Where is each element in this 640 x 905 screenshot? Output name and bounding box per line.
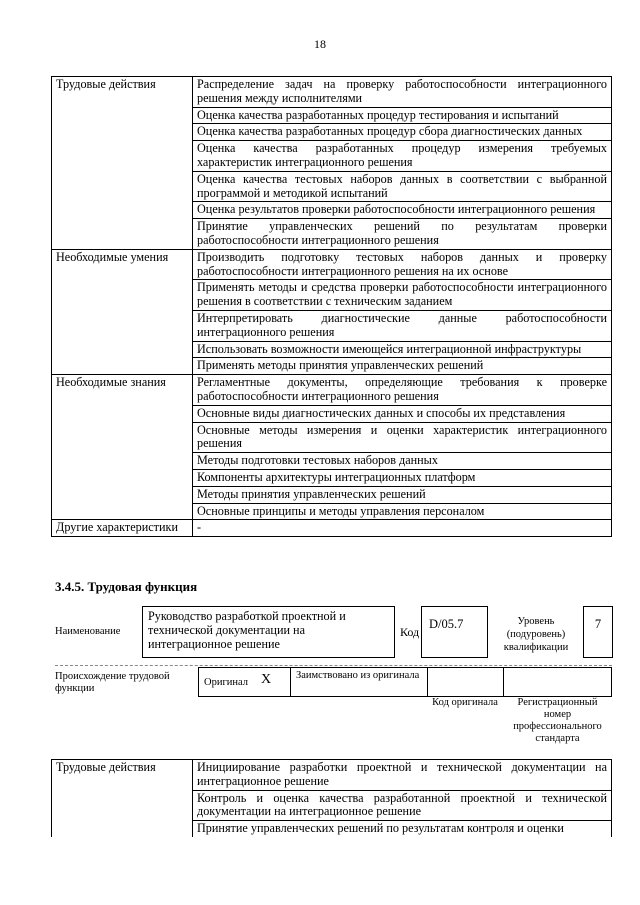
table-row: Контроль и оценка качества разработанной проектной и технической документации на интеграционное решение [193,790,612,821]
table-row: Инициирование разработки проектной и технической документации на интеграционное решение [193,760,612,791]
table-row: Применять методы и средства проверки работоспособности интеграционного решения в соответствии с техническим заданием [193,280,612,311]
table-row: Оценка результатов проверки работоспособности интеграционного решения [193,202,612,219]
table-row: Интерпретировать диагностические данные работоспособности интеграционного решения [193,310,612,341]
category-label: Другие характеристики [52,520,193,537]
table-row: Регламентные документы, определяющие требования к проверке работоспособности интеграционного решения [193,375,612,406]
original-code-cell [427,668,503,696]
table-row: Распределение задач на проверку работоспособности интеграционного решения между исполнителями [193,77,612,108]
original-label: Оригинал [204,677,248,688]
category-label: Трудовые действия [52,77,193,108]
table-row: Оценка качества разработанных процедур сбора диагностических данных [193,124,612,141]
table-row: Оценка качества тестовых наборов данных в соответствии с выбранной программой и методикой испытаний [193,171,612,202]
category-label: Необходимые умения [52,249,193,280]
table-row: Принятие управленческих решений по результатам контроля и оценки [193,821,612,837]
table-row: Основные методы измерения и оценки характеристик интеграционного решения [193,422,612,453]
table-row: Принятие управленческих решений по результатам проверки работоспособности интеграционного решения [193,219,612,250]
table-row: Основные принципы и методы управления персоналом [193,503,612,520]
reg-number-cell [503,668,612,696]
labor-actions-table-2 [51,759,612,837]
code-label: Код [400,625,420,639]
table-row: Оценка качества разработанных процедур измерения требуемых характеристик интеграционного решения [193,141,612,172]
category-label: Трудовые действия [52,760,193,791]
function-name-box [142,606,395,658]
table-row: Производить подготовку тестовых наборов данных и проверку работоспособности интеграционного решения на их основе [193,249,612,280]
function-code-box [421,606,488,658]
level-label: Уровень (подуровень) квалификации [503,616,569,653]
reg-number-caption: Регистрационный номер профессионального стандарта [513,697,602,744]
table-row: Компоненты архитектуры интеграционных платформ [193,469,612,486]
divider [55,665,612,666]
origin-label: Происхождение трудовой функции [55,671,170,694]
origin-row [198,667,612,697]
name-label: Наименование [55,626,121,637]
level-box [583,606,613,658]
table-row: Оценка качества разработанных процедур тестирования и испытаний [193,107,612,124]
table-row: - [193,520,612,537]
table-row: Основные виды диагностических данных и способы их представления [193,405,612,422]
labor-function-table [51,76,612,537]
original-mark: X [261,672,272,687]
table-row: Методы принятия управленческих решений [193,486,612,503]
function-name-value: Руководство разработкой проектной и технической документации на интеграционное решение [148,609,346,651]
category-label: Необходимые знания [52,375,193,406]
table-row: Применять методы принятия управленческих решений [193,358,612,375]
code-original-caption: Код оригинала [432,697,498,708]
function-code-value: D/05.7 [429,617,464,631]
section-title: 3.4.5. Трудовая функция [55,579,198,594]
table-row: Методы подготовки тестовых наборов данных [193,453,612,470]
borrowed-label: Заимствовано из оригинала [296,670,420,681]
level-value: 7 [594,617,602,631]
original-cell [198,668,290,696]
borrowed-cell [290,668,427,696]
page-number: 18 [314,37,326,51]
table-row: Использовать возможности имеющейся интеграционной инфраструктуры [193,341,612,358]
